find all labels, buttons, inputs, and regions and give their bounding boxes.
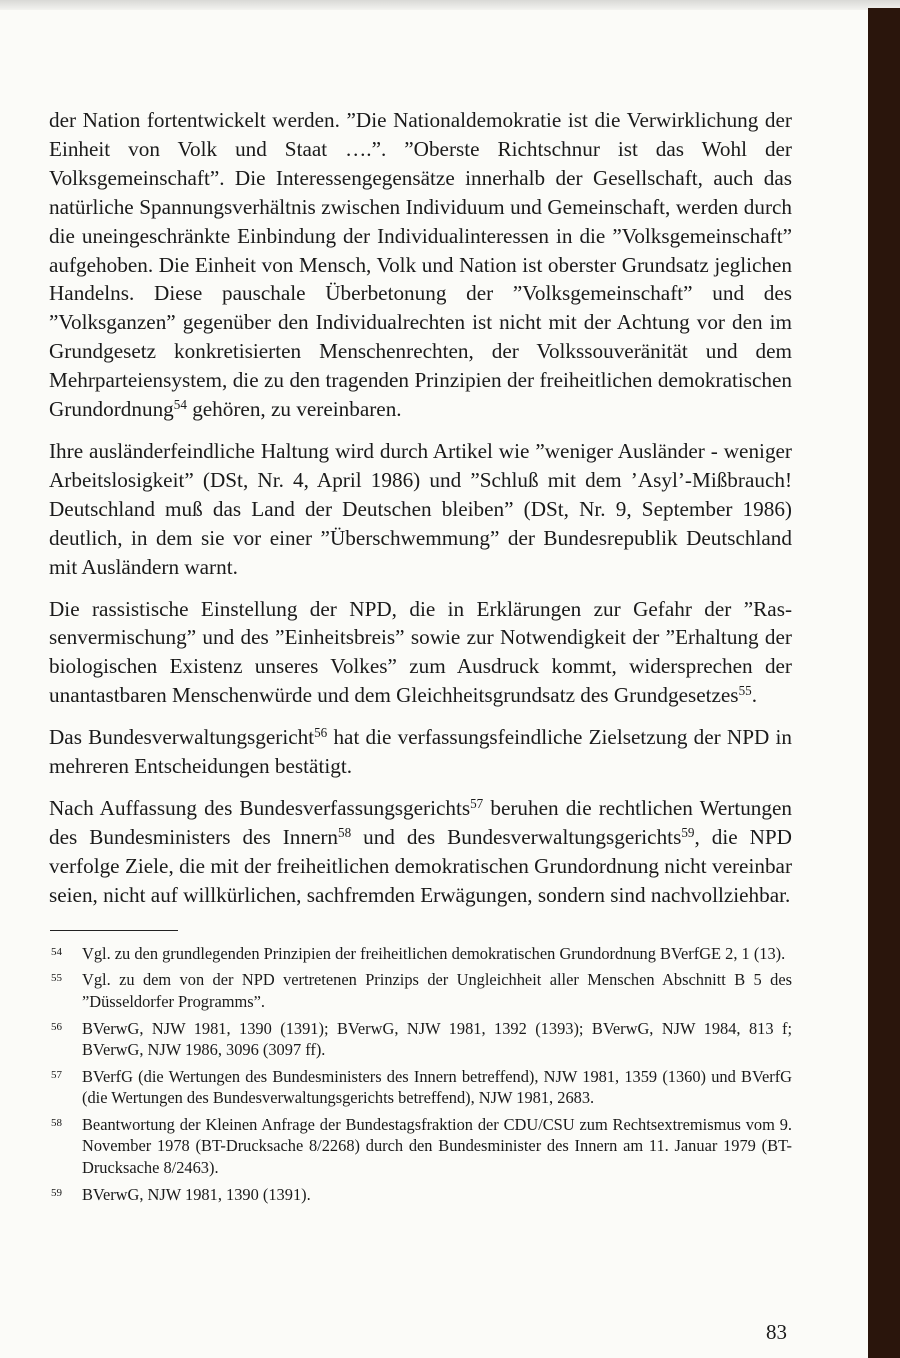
page-top-edge: [0, 0, 900, 10]
paragraph-text: Ihre ausländerfeindliche Haltung wird durch Artikel wie ”weniger Ausländer - weniger Arbeitslosigkeit” (DSt, Nr. 4, April 1986) und ”Schluß mit dem ’Asyl’-Mißbrauch! Deutschland muß das Land der Deutschen bleiben” (DSt, Nr. 9, September 1986) deutlich, in dem sie vor einer ”Überschwemmung” der Bundesrepublik Deutschland mit Ausländern warnt.: [49, 438, 792, 579]
page-body: [49, 106, 792, 1210]
paragraph: [49, 106, 792, 424]
paragraph-text: beruhen die rechtlichen Wertungen des Bundesministers des Innern: [49, 795, 792, 849]
footnote: [49, 1066, 792, 1109]
footnote-reference: 54: [173, 396, 187, 412]
paragraph-text: und des Bundesverwaltungsgerichts: [351, 824, 682, 849]
footnote: [49, 943, 792, 964]
footnote-text: BVerfG (die Wertungen des Bundesministers des Innern betreffend), NJW 1981, 1359 (1360) und BVerfG (die Wertungen des Bundesverwaltungsgerichts betreffend), NJW 1981, 2683.: [82, 1066, 792, 1108]
footnote-separator: [50, 930, 178, 931]
footnote-reference: 55: [738, 683, 752, 698]
paragraph-text: , die NPD verfolge Ziele, die mit der freiheitlichen demokratischen Grundordnung nicht vereinbar seien, nicht auf willkürlichen, sachfremden Erwägungen, sondern sind nachvollziehbar.: [49, 824, 792, 907]
paragraph: [49, 595, 792, 711]
footnotes: [49, 943, 792, 1205]
footnote: [49, 1018, 792, 1061]
footnote-text: Vgl. zu dem von der NPD vertretenen Prinzips der Ungleichheit aller Menschen Abschnitt B 5 des ”Düsseldorfer Programms”.: [82, 970, 792, 1011]
paragraph-text: Die rassistische Einstellung der NPD, die in Erklärungen zur Gefahr der ”Rassenvermischung” und des ”Einheitsbreis” sowie zur Notwendigkeit der ”Erhaltung der biologischen Existenz unseres Volkes” zum Ausdruck kommt, widersprechen der unantastbaren Menschenwürde und dem Gleichheitsgrundsatz des Grundgesetzes: [49, 596, 792, 708]
footnote-text: BVerwG, NJW 1981, 1390 (1391).: [82, 1184, 311, 1204]
main-text: [49, 106, 792, 910]
footnote-text: BVerwG, NJW 1981, 1390 (1391); BVerwG, NJW 1981, 1392 (1393); BVerwG, NJW 1984, 813 f; BVerwG, NJW 1986, 3096 (3097 ff).: [82, 1018, 792, 1059]
paragraph-text: .: [751, 683, 757, 708]
paragraph: [49, 794, 792, 910]
footnote-text: Vgl. zu den grundlegenden Prinzipien der freiheitlichen demokratischen Grundordnung BVerfGE 2, 1 (13).: [82, 943, 786, 963]
paragraph: [49, 437, 792, 582]
book-spine-shadow: [868, 8, 900, 1358]
footnote: [49, 1184, 792, 1205]
footnote: [49, 969, 792, 1012]
paragraph-text: Nach Auffassung des Bundesverfassungsgerichts: [49, 795, 471, 820]
paragraph-text: gehören, zu vereinbaren.: [186, 397, 402, 422]
footnote-number: 56: [51, 1020, 62, 1033]
paragraph-text: hat die verfassungsfeindliche Zielsetzung der NPD in mehreren Entscheidungen bestätigt.: [49, 725, 792, 779]
page-number: 83: [766, 1320, 787, 1344]
paragraph-text: Das Bundesverwaltungsgericht: [49, 725, 315, 750]
footnote-text: Beantwortung der Kleinen Anfrage der Bundestagsfraktion der CDU/CSU zum Rechtsextremismus vom 9. November 1978 (BT-Drucksache 8/2268) durch den Bundesminister des Innern am 11. Januar 1979 (BT-Drucksache 8/2463).: [82, 1115, 792, 1177]
footnote-reference: 58: [338, 824, 352, 840]
paragraph-text: der Nation fortentwickelt werden. ”Die Nationaldemokratie ist die Verwirklichung der Einheit von Volk und Staat ….”. ”Oberste Richtschnur ist das Wohl der Volksgemeinschaft”. Die Interessengegensätze innerhalb der Gesellschaft, auch das natürliche Spannungsverhältnis zwischen Individuum und Gemeinschaft, werden durch die uneingeschränkte Einbindung der Individualinteressen in die ”Volksgemeinschaft” aufgehoben. Die Einheit von Mensch, Volk und Nation ist oberster Grundsatz jeglichen Handelns. Diese pauschale Überbetonung der ”Volksgemeinschaft” und des ”Volksganzen” gegenüber den Individualrechten ist nicht mit der Achtung vor den im Grundgesetz konkretisierten Menschenrechten, der Volkssouveränität und dem Mehrparteiensystem, die zu den tragenden Prinzipien der freiheitlichen demokratischen Grundordnung: [49, 108, 792, 422]
footnote-number: 59: [51, 1186, 62, 1199]
footnote-reference: 59: [681, 824, 695, 840]
footnote-number: 58: [51, 1117, 62, 1130]
footnote-number: 55: [51, 972, 62, 985]
footnote: [49, 1114, 792, 1178]
footnote-reference: 56: [314, 724, 328, 740]
footnote-reference: 57: [470, 795, 484, 811]
footnote-number: 54: [51, 945, 62, 958]
footnote-number: 57: [51, 1068, 62, 1081]
paragraph: [49, 723, 792, 781]
